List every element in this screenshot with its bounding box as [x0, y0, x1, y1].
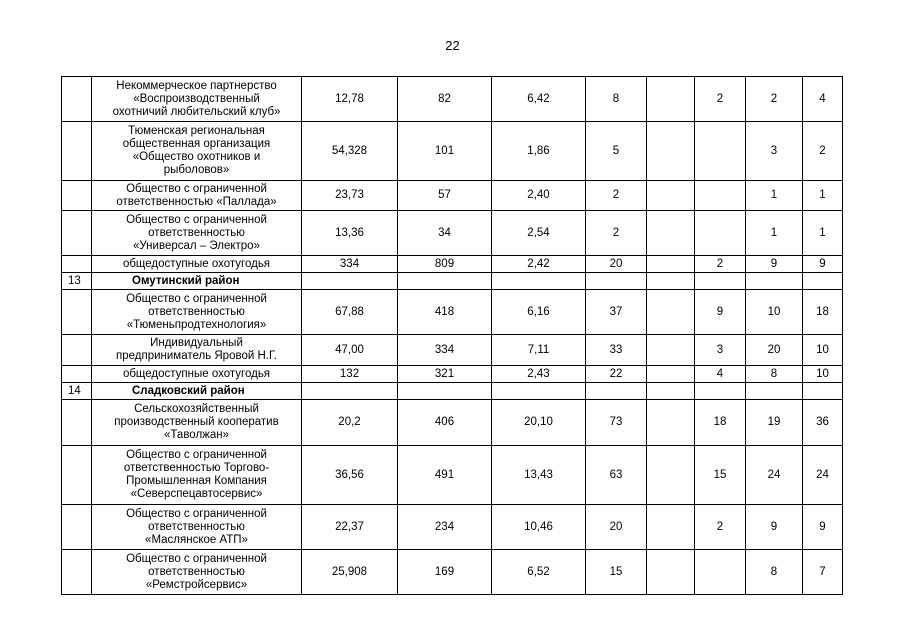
value-cell-col-8: 2: [695, 256, 746, 273]
value-cell-col-9: 20: [746, 335, 803, 366]
table-row: [62, 335, 843, 366]
value-cell-col-6: 73: [586, 400, 647, 446]
table-row: [62, 290, 843, 335]
value-cell-col-10: 1: [803, 181, 843, 211]
organization-name-cell: [92, 505, 302, 550]
value-cell-col-9: 8: [746, 550, 803, 595]
value-cell-col-9: 9: [746, 505, 803, 550]
organization-name: Индивидуальный предприниматель Яровой Н.Г.: [115, 337, 277, 362]
value-cell-col-6: 2: [586, 181, 647, 211]
organization-name: Сельскохозяйственный производственный кооператив «Таволжан»: [114, 403, 279, 441]
value-cell-col-8: [695, 122, 746, 181]
hunting-grounds-table: [61, 76, 843, 595]
value-cell-col-8: [695, 181, 746, 211]
value-cell-col-3: 13,36: [302, 211, 398, 256]
table-row: [62, 77, 843, 122]
value-cell-col-6: 15: [586, 550, 647, 595]
row-number-cell: [62, 290, 92, 335]
value-cell-col-10: 24: [803, 446, 843, 505]
value-cell-col-5: [492, 273, 586, 290]
value-cell-col-5: 20,10: [492, 400, 586, 446]
value-cell-col-9: 24: [746, 446, 803, 505]
value-cell-col-4: 406: [398, 400, 492, 446]
value-cell-col-10: 36: [803, 400, 843, 446]
value-cell-col-6: 2: [586, 211, 647, 256]
value-cell-col-5: 6,16: [492, 290, 586, 335]
organization-name: Общество с ограниченной ответственностью «Универсал – Электро»: [126, 213, 267, 252]
value-cell-col-3: 67,88: [302, 290, 398, 335]
table-row: [62, 550, 843, 595]
value-cell-col-6: [586, 383, 647, 400]
value-cell-col-7: [647, 211, 695, 256]
value-cell-col-8: 2: [695, 77, 746, 122]
value-cell-col-6: 20: [586, 256, 647, 273]
value-cell-col-10: [803, 273, 843, 290]
value-cell-col-8: 4: [695, 366, 746, 383]
table-row: [62, 505, 843, 550]
table-body: [62, 77, 843, 595]
value-cell-col-7: [647, 256, 695, 273]
organization-name-cell: [92, 290, 302, 335]
organization-name-cell: [92, 122, 302, 181]
organization-name: Общество с ограниченной ответственностью Торгово- Промышленная Компания «Северспецавтосервис»: [123, 449, 270, 500]
row-number-cell: 13: [62, 273, 92, 290]
value-cell-col-4: 334: [398, 335, 492, 366]
value-cell-col-9: 19: [746, 400, 803, 446]
value-cell-col-7: [647, 181, 695, 211]
value-cell-col-6: 63: [586, 446, 647, 505]
value-cell-col-7: [647, 273, 695, 290]
district-name-cell: [92, 383, 302, 400]
value-cell-col-5: 6,52: [492, 550, 586, 595]
value-cell-col-4: 418: [398, 290, 492, 335]
value-cell-col-10: 1: [803, 211, 843, 256]
value-cell-col-4: 101: [398, 122, 492, 181]
row-number-cell: [62, 505, 92, 550]
value-cell-col-3: 334: [302, 256, 398, 273]
value-cell-col-3: 23,73: [302, 181, 398, 211]
value-cell-col-5: [492, 383, 586, 400]
row-number-cell: [62, 400, 92, 446]
value-cell-col-5: 2,43: [492, 366, 586, 383]
page-number: 22: [445, 38, 460, 53]
value-cell-col-9: 3: [746, 122, 803, 181]
value-cell-col-4: 34: [398, 211, 492, 256]
value-cell-col-9: 8: [746, 366, 803, 383]
value-cell-col-3: 36,56: [302, 446, 398, 505]
table-row: [62, 122, 843, 181]
row-number-cell: [62, 335, 92, 366]
value-cell-col-10: 9: [803, 505, 843, 550]
district-row: [62, 383, 843, 400]
value-cell-col-4: 82: [398, 77, 492, 122]
value-cell-col-4: [398, 273, 492, 290]
value-cell-col-4: 809: [398, 256, 492, 273]
value-cell-col-7: [647, 366, 695, 383]
value-cell-col-9: [746, 273, 803, 290]
row-number-cell: [62, 77, 92, 122]
row-number-cell: [62, 366, 92, 383]
value-cell-col-5: 2,40: [492, 181, 586, 211]
organization-name-cell: [92, 335, 302, 366]
value-cell-col-3: 12,78: [302, 77, 398, 122]
district-name: Омутинский район: [132, 274, 240, 287]
district-name: Сладковский район: [132, 384, 245, 397]
value-cell-col-5: 7,11: [492, 335, 586, 366]
organization-name-cell: [92, 400, 302, 446]
value-cell-col-7: [647, 383, 695, 400]
value-cell-col-3: 47,00: [302, 335, 398, 366]
value-cell-col-8: 3: [695, 335, 746, 366]
value-cell-col-4: 169: [398, 550, 492, 595]
value-cell-col-7: [647, 446, 695, 505]
value-cell-col-8: [695, 550, 746, 595]
organization-name-cell: [92, 181, 302, 211]
value-cell-col-3: 20,2: [302, 400, 398, 446]
value-cell-col-6: 8: [586, 77, 647, 122]
value-cell-col-8: 2: [695, 505, 746, 550]
organization-name-cell: [92, 256, 302, 273]
value-cell-col-9: 2: [746, 77, 803, 122]
table-row: [62, 366, 843, 383]
value-cell-col-9: 9: [746, 256, 803, 273]
value-cell-col-10: 18: [803, 290, 843, 335]
value-cell-col-8: [695, 273, 746, 290]
row-number-cell: [62, 181, 92, 211]
value-cell-col-10: 10: [803, 335, 843, 366]
organization-name: Общество с ограниченной ответственностью «Маслянское АТП»: [126, 507, 267, 546]
organization-name: Тюменская региональная общественная организация «Общество охотников и рыболовов»: [122, 125, 271, 176]
organization-name-cell: [92, 77, 302, 122]
value-cell-col-7: [647, 400, 695, 446]
table-row: [62, 256, 843, 273]
value-cell-col-5: 13,43: [492, 446, 586, 505]
value-cell-col-10: 9: [803, 256, 843, 273]
row-number-cell: [62, 256, 92, 273]
value-cell-col-3: 132: [302, 366, 398, 383]
value-cell-col-6: 22: [586, 366, 647, 383]
organization-name-cell: [92, 366, 302, 383]
organization-name: общедоступные охотугодья: [122, 367, 271, 380]
value-cell-col-7: [647, 290, 695, 335]
value-cell-col-5: 10,46: [492, 505, 586, 550]
row-number-cell: [62, 550, 92, 595]
value-cell-col-5: 6,42: [492, 77, 586, 122]
value-cell-col-7: [647, 77, 695, 122]
value-cell-col-6: 37: [586, 290, 647, 335]
organization-name: Общество с ограниченной ответственностью «Паллада»: [116, 182, 277, 208]
value-cell-col-4: 321: [398, 366, 492, 383]
organization-name-cell: [92, 550, 302, 595]
value-cell-col-8: 15: [695, 446, 746, 505]
value-cell-col-6: [586, 273, 647, 290]
value-cell-col-5: 2,42: [492, 256, 586, 273]
value-cell-col-3: [302, 383, 398, 400]
organization-name: Общество с ограниченной ответственностью «Тюменьпродтехнология»: [126, 292, 267, 331]
value-cell-col-10: 7: [803, 550, 843, 595]
value-cell-col-9: [746, 383, 803, 400]
district-row: [62, 273, 843, 290]
value-cell-col-3: [302, 273, 398, 290]
value-cell-col-10: 10: [803, 366, 843, 383]
row-number-cell: [62, 211, 92, 256]
row-number-cell: 14: [62, 383, 92, 400]
row-number-cell: [62, 122, 92, 181]
value-cell-col-10: [803, 383, 843, 400]
value-cell-col-9: 1: [746, 211, 803, 256]
value-cell-col-8: [695, 211, 746, 256]
value-cell-col-7: [647, 122, 695, 181]
value-cell-col-3: 22,37: [302, 505, 398, 550]
value-cell-col-3: 25,908: [302, 550, 398, 595]
value-cell-col-7: [647, 505, 695, 550]
value-cell-col-8: 18: [695, 400, 746, 446]
value-cell-col-6: 5: [586, 122, 647, 181]
table-row: [62, 400, 843, 446]
organization-name-cell: [92, 446, 302, 505]
value-cell-col-6: 20: [586, 505, 647, 550]
value-cell-col-10: 4: [803, 77, 843, 122]
table-row: [62, 446, 843, 505]
value-cell-col-6: 33: [586, 335, 647, 366]
value-cell-col-4: 57: [398, 181, 492, 211]
value-cell-col-5: 2,54: [492, 211, 586, 256]
table-row: [62, 211, 843, 256]
value-cell-col-5: 1,86: [492, 122, 586, 181]
value-cell-col-7: [647, 335, 695, 366]
value-cell-col-7: [647, 550, 695, 595]
organization-name-cell: [92, 211, 302, 256]
value-cell-col-8: 9: [695, 290, 746, 335]
value-cell-col-4: 234: [398, 505, 492, 550]
organization-name: Общество с ограниченной ответственностью «Ремстройсервис»: [126, 552, 267, 591]
organization-name: Некоммерческое партнерство «Воспроизводственный охотничий любительский клуб»: [112, 79, 281, 118]
value-cell-col-8: [695, 383, 746, 400]
value-cell-col-4: [398, 383, 492, 400]
district-name-cell: [92, 273, 302, 290]
value-cell-col-3: 54,328: [302, 122, 398, 181]
value-cell-col-4: 491: [398, 446, 492, 505]
value-cell-col-9: 10: [746, 290, 803, 335]
value-cell-col-10: 2: [803, 122, 843, 181]
row-number-cell: [62, 446, 92, 505]
organization-name: общедоступные охотугодья: [122, 257, 271, 270]
table-row: [62, 181, 843, 211]
value-cell-col-9: 1: [746, 181, 803, 211]
